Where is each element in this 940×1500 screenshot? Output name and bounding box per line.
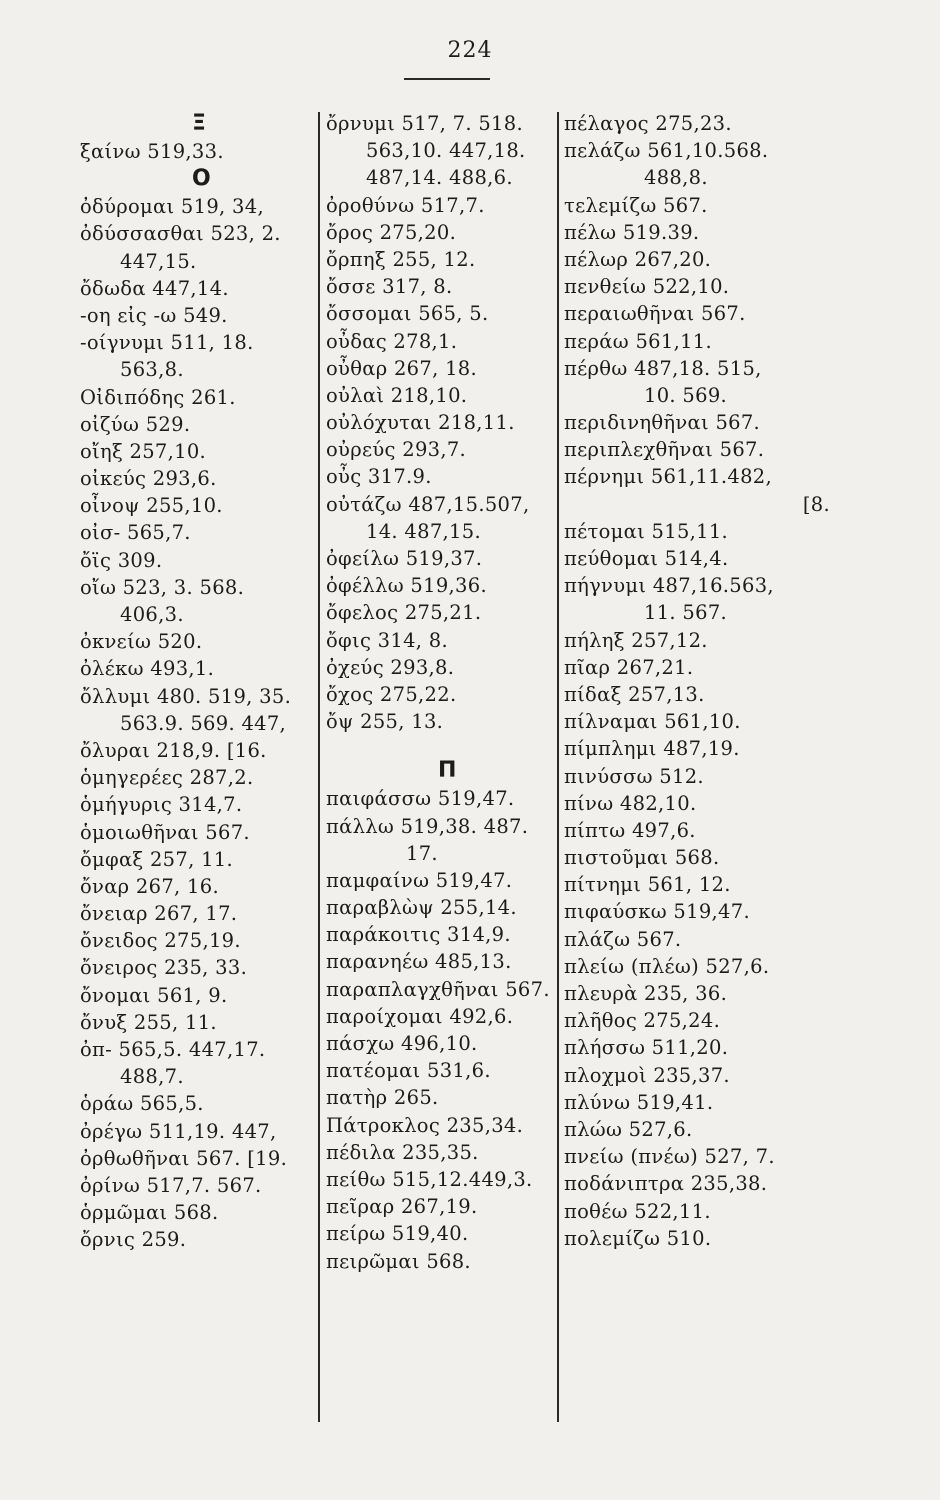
index-entry: οἰσ- 565,7. — [80, 521, 191, 545]
index-column-3 — [564, 110, 834, 1252]
index-entry: ὁμήγυρις 314,7. — [80, 793, 243, 817]
index-entry: πίμπλημι 487,19. — [564, 737, 740, 761]
index-entry: ὄνομαι 561, 9. — [80, 983, 228, 1007]
index-entry: πάλλω 519,38. 487. — [326, 814, 529, 838]
index-entry: τελεμίζω 567. — [564, 193, 708, 217]
index-entry: ὀρέγω 511,19. 447, — [80, 1119, 277, 1143]
index-entry: οὐτάζω 487,15.507, — [326, 492, 530, 516]
index-entry: πήγνυμι 487,16.563, — [564, 574, 774, 598]
index-entry: ὄλλυμι 480. 519, 35. — [80, 684, 292, 708]
index-entry: ὄμφαξ 257, 11. — [80, 847, 234, 871]
index-entry: 563,10. 447,18. — [366, 139, 526, 163]
index-entry: οὖς 317.9. — [326, 465, 432, 489]
index-entry: ὄνειδος 275,19. — [80, 929, 241, 953]
index-entry: ὀχεύς 293,8. — [326, 655, 455, 679]
index-entry: ὀρίνω 517,7. 567. — [80, 1173, 262, 1197]
index-entry: -οη εἰς -ω 549. — [80, 303, 228, 327]
index-entry: ὄναρ 267, 16. — [80, 874, 219, 898]
index-entry: ὀκνείω 520. — [80, 630, 203, 654]
index-entry: παμφαίνω 519,47. — [326, 868, 513, 892]
index-entry: ὁρμῶμαι 568. — [80, 1201, 219, 1225]
index-entry: ποθέω 522,11. — [564, 1199, 711, 1223]
index-entry: οἰζύω 529. — [80, 412, 191, 436]
section-letter: Ο — [192, 166, 211, 192]
index-entry: πελάζω 561,10.568. — [564, 139, 769, 163]
index-entry: ὁμηγερέες 287,2. — [80, 766, 254, 790]
index-entry: ὄσσε 317, 8. — [326, 275, 453, 299]
index-entry: 10. 569. — [644, 383, 728, 407]
index-entry: ὀπ- 565,5. 447,17. — [80, 1038, 266, 1061]
index-entry: πέλω 519.39. — [564, 220, 700, 244]
index-entry: ὁράω 565,5. — [80, 1092, 204, 1116]
index-entry: πίλναμαι 561,10. — [564, 710, 741, 734]
index-entry: πίδαξ 257,13. — [564, 682, 705, 706]
index-entry: ὀφείλω 519,37. — [326, 547, 483, 570]
index-entry: πέλωρ 267,20. — [564, 247, 712, 271]
index-entry: παροίχομαι 492,6. — [326, 1004, 514, 1028]
index-column-2 — [326, 110, 558, 1275]
index-entry: ὀρθωθῆναι 567. [19. — [80, 1146, 288, 1170]
index-entry: πέλαγος 275,23. — [564, 112, 732, 135]
index-entry: πλάζω 567. — [564, 927, 682, 951]
index-entry: ὄσσομαι 565, 5. — [326, 302, 489, 326]
index-entry: ξαίνω 519,33. — [80, 140, 224, 163]
index-entry: οὐλαὶ 218,10. — [326, 383, 468, 407]
index-entry: ὀδύσσασθαι 523, 2. — [80, 222, 281, 246]
index-entry: πίνω 482,10. — [564, 791, 697, 815]
index-entry: Πάτροκλος 235,34. — [326, 1113, 524, 1137]
index-entry: παραβλὼψ 255,14. — [326, 896, 517, 920]
index-entry: πατέομαι 531,6. — [326, 1059, 491, 1083]
index-entry: πειρῶμαι 568. — [326, 1249, 471, 1273]
index-entry: ὀροθύνω 517,7. — [326, 193, 485, 217]
index-entry: 17. — [406, 841, 438, 865]
index-entry: πήληξ 257,12. — [564, 628, 708, 652]
index-entry: πείθω 515,12.449,3. — [326, 1167, 533, 1191]
index-entry: 563,8. — [120, 358, 184, 382]
index-entry: 487,14. 488,6. — [366, 166, 513, 190]
index-entry: πεῖραρ 267,19. — [326, 1195, 478, 1219]
index-entry: ὄφις 314, 8. — [326, 628, 448, 652]
index-entry: πλείω (πλέω) 527,6. — [564, 954, 770, 978]
index-entry: πινύσσω 512. — [564, 764, 704, 788]
index-entry: παραπλαγχθῆναι 567. — [326, 977, 550, 1001]
index-entry: 11. 567. — [644, 601, 728, 625]
index-entry: πεύθομαι 514,4. — [564, 547, 729, 570]
index-entry: πλῆθος 275,24. — [564, 1009, 721, 1033]
index-entry: πέρθω 487,18. 515, — [564, 356, 762, 380]
index-entry: πιφαύσκω 519,47. — [564, 900, 750, 924]
index-entry: ὄφελος 275,21. — [326, 601, 482, 625]
column-divider — [557, 112, 559, 1422]
index-entry: 447,15. — [120, 249, 197, 273]
index-entry: ὁμοιωθῆναι 567. — [80, 820, 250, 844]
index-entry: 563.9. 569. 447, — [120, 711, 287, 735]
index-entry: ὄρνις 259. — [80, 1228, 187, 1252]
index-entry: πῖαρ 267,21. — [564, 655, 694, 679]
index-entry: 488,8. — [644, 166, 708, 190]
index-entry: οἶνοψ 255,10. — [80, 494, 223, 518]
index-entry: 14. 487,15. — [366, 519, 481, 543]
index-entry: ὄνειρος 235, 33. — [80, 956, 248, 980]
index-entry: πολεμίζω 510. — [564, 1226, 712, 1250]
index-entry: ὄϊς 309. — [80, 548, 163, 572]
index-entry: περάω 561,11. — [564, 329, 712, 353]
index-entry: ὄρπηξ 255, 12. — [326, 247, 476, 271]
page-number-rule — [404, 78, 490, 80]
index-entry: πάσχω 496,10. — [326, 1032, 478, 1055]
index-entry: πέτομαι 515,11. — [564, 519, 729, 543]
index-entry: 406,3. — [120, 603, 184, 626]
index-entry: πείρω 519,40. — [326, 1222, 469, 1246]
index-entry: οὐλόχυται 218,11. — [326, 411, 515, 435]
index-entry: παιφάσσω 519,47. — [326, 787, 515, 811]
index-entry: ὀφέλλω 519,36. — [326, 574, 487, 598]
index-entry: οὖθαρ 267, 18. — [326, 356, 477, 380]
index-entry: περιπλεχθῆναι 567. — [564, 438, 765, 462]
index-entry: Οἰδιπόδης 261. — [80, 385, 236, 409]
index-entry: οἴηξ 257,10. — [80, 439, 207, 463]
index-entry: οὐρεύς 293,7. — [326, 438, 467, 462]
index-entry: [8. — [802, 492, 830, 516]
index-entry: πλύνω 519,41. — [564, 1090, 714, 1114]
index-entry: ὄψ 255, 13. — [326, 710, 444, 734]
index-entry: πενθείω 522,10. — [564, 275, 730, 299]
index-column-1 — [80, 110, 320, 1254]
index-entry: ποδάνιπτρα 235,38. — [564, 1172, 768, 1196]
index-entry: πλήσσω 511,20. — [564, 1036, 729, 1060]
index-entry: περαιωθῆναι 567. — [564, 302, 746, 326]
section-letter: Ξ — [192, 111, 206, 136]
index-entry: παράκοιτις 314,9. — [326, 923, 511, 947]
index-entry: πνείω (πνέω) 527, 7. — [564, 1145, 775, 1169]
index-entry: ὄνυξ 255, 11. — [80, 1010, 217, 1034]
index-entry: οὖδας 278,1. — [326, 329, 458, 353]
index-entry: ὄρος 275,20. — [326, 220, 457, 244]
index-entry: ὄδωδα 447,14. — [80, 276, 229, 300]
index-entry: ὄρνυμι 517, 7. 518. — [326, 112, 523, 135]
index-entry: πλευρὰ 235, 36. — [564, 982, 728, 1005]
index-entry: πιστοῦμαι 568. — [564, 846, 720, 870]
page-number: 224 — [447, 38, 493, 63]
index-entry: πίτνημι 561, 12. — [564, 873, 731, 897]
index-entry: ὀδύρομαι 519, 34, — [80, 195, 264, 219]
index-entry: 488,7. — [120, 1065, 184, 1089]
index-entry: οἰκεύς 293,6. — [80, 467, 217, 491]
index-entry: πίπτω 497,6. — [564, 818, 696, 842]
index-entry: ὄλυραι 218,9. [16. — [80, 738, 267, 762]
index-entry: ὀλέκω 493,1. — [80, 657, 215, 681]
index-entry: παρανηέω 485,13. — [326, 950, 512, 974]
section-letter: Π — [438, 758, 457, 784]
index-entry: πλώω 527,6. — [564, 1117, 693, 1141]
index-entry: πατὴρ 265. — [326, 1086, 439, 1110]
index-entry: πλοχμοὶ 235,37. — [564, 1063, 730, 1087]
index-entry: περιδινηθῆναι 567. — [564, 411, 761, 435]
index-entry: πέδιλα 235,35. — [326, 1140, 479, 1164]
index-entry: -οίγνυμι 511, 18. — [80, 331, 254, 355]
column-divider — [318, 112, 320, 1422]
index-entry: πέρνημι 561,11.482, — [564, 465, 772, 489]
index-entry: οἴω 523, 3. 568. — [80, 575, 245, 599]
index-entry: ὄχος 275,22. — [326, 682, 457, 706]
index-entry: ὄνειαρ 267, 17. — [80, 902, 238, 926]
